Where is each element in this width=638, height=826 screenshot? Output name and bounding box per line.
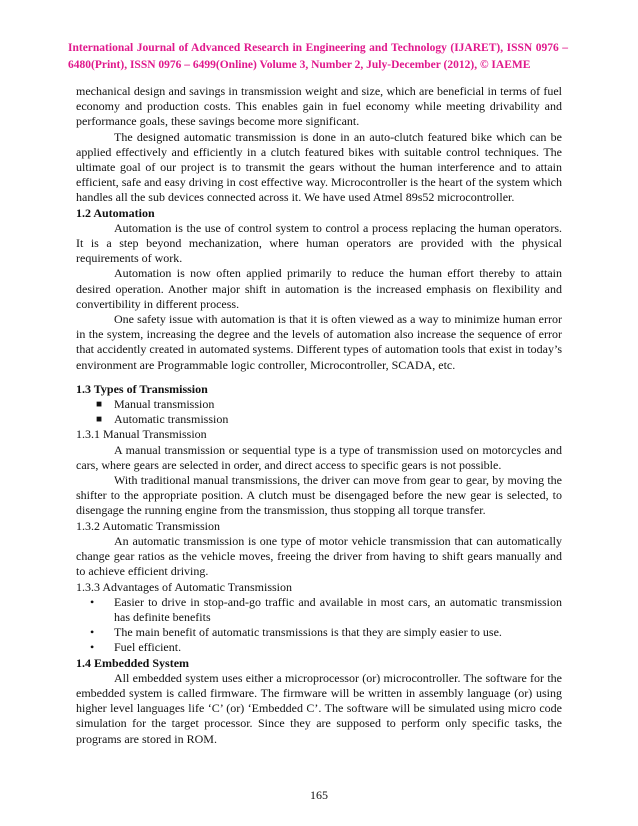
journal-header: International Journal of Advanced Research in Engineering and Technology (IJARET), ISSN 0976 – 6480(Print), ISSN 0976 – 6499(Online) Volume 3, Number 2, July-December (2012), © IAEME (68, 42, 568, 71)
page-number: 165 (310, 788, 328, 802)
paragraph-automation-usage: Automation is now often applied primarily to reduce the human effort thereby to attain desired operation. Another major shift in automation is the increased emphasis on flexibility and convertibility in different process. (76, 266, 562, 311)
paragraph-design: The designed automatic transmission is done in an auto-clutch featured bike which can be applied effectively and efficiently in a clutch featured bikes with suitable control techniques. The ultimate goal of our project is to transmit the gears without the human interference and to attain efficient, safe and easy driving in cost effective way. Microcontroller is the heart of the system which handles all the sub devices connected across it. We have used Atmel 89s52 microcontroller. (76, 129, 562, 205)
section-heading-transmission-types: 1.3 Types of Transmission (76, 381, 208, 396)
paragraph-embedded: All embedded system uses either a microprocessor (or) microcontroller. The software for the embedded system is called firmware. The firmware will be written in assembly language (or) using higher level languages life ‘C’ (or) ‘Embedded C’. The software will be simulated using micro code simulation for the target processor. Since they are supposed to perform only specific tasks, the programs are stored in ROM. (76, 670, 562, 746)
list-item: • Easier to drive in stop-and-go traffic and available in most cars, an automatic transmission has definite benefits (90, 594, 562, 624)
paragraph-manual-definition: A manual transmission or sequential type is a type of transmission used on motorcycles and cars, where gears are selected in order, and direct access to specific gears is not possible. (76, 442, 562, 472)
paragraph-automation-safety: One safety issue with automation is that it is often viewed as a way to minimize human error in the system, increasing the degree and the levels of automation also increase the sequence of error that accidently created in automated systems. Different types of automation tools that exist in today’s environment are Programmable logic controller, Microcontroller, SCADA, etc. (76, 312, 562, 372)
section-heading-embedded: 1.4 Embedded System (76, 655, 190, 670)
subsection-heading-automatic: 1.3.2 Automatic Transmission (76, 518, 221, 533)
article-body (76, 84, 562, 747)
advantages-list (76, 595, 562, 656)
subsection-heading-advantages: 1.3.3 Advantages of Automatic Transmission (76, 579, 292, 594)
list-item: • The main benefit of automatic transmissions is that they are simply easier to use. (90, 625, 502, 640)
section-heading-automation: 1.2 Automation (76, 205, 155, 220)
list-item: ■ Automatic transmission (96, 412, 229, 427)
bullet-icon: • (90, 640, 95, 655)
paragraph-intro: mechanical design and savings in transmission weight and size, which are beneficial in terms of fuel economy and production costs. This enables gain in fuel economy while meeting drivability and performance goals, these savings become more significant. (76, 84, 562, 129)
paragraph-automatic-definition: An automatic transmission is one type of motor vehicle transmission that can automatically change gear ratios as the vehicle moves, freeing the driver from having to shift gears manually and to achieve efficient driving. (76, 533, 562, 579)
paragraph-automation-definition: Automation is the use of control system to control a process replacing the human operators. It is a step beyond mechanization, where human operators are provided with the physical requirements of work. (76, 220, 562, 266)
list-item: • Fuel efficient. (90, 640, 182, 655)
subsection-heading-manual: 1.3.1 Manual Transmission (76, 427, 207, 442)
bullet-icon: • (90, 594, 95, 609)
square-bullet-icon: ■ (96, 414, 103, 426)
transmission-types-list (76, 397, 562, 427)
list-item: ■ Manual transmission (96, 397, 215, 412)
square-bullet-icon: ■ (96, 399, 103, 411)
paragraph-manual-shifting: With traditional manual transmissions, the driver can move from gear to gear, by moving the shifter to the appropriate position. A clutch must be disengaged before the new gear is selected, to disengage the running engine from the transmission, thus stopping all torque transfer. (76, 473, 562, 518)
bullet-icon: • (90, 625, 95, 640)
